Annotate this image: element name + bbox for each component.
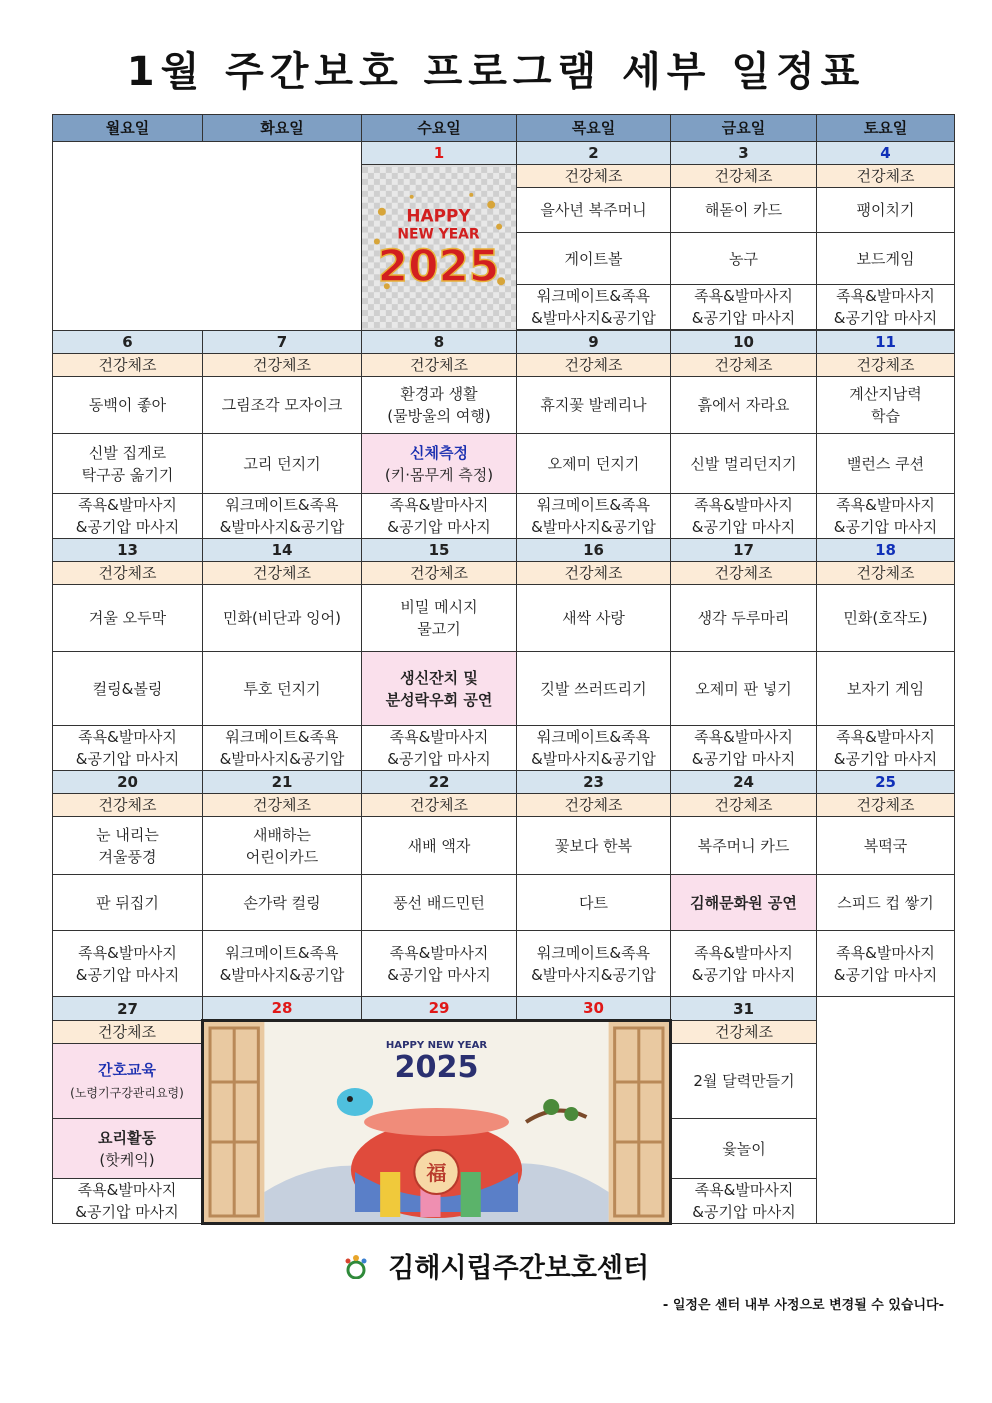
care-cell: 족욕&발마사지 &공기압 마사지 — [53, 1179, 203, 1224]
weekday-header-row — [53, 115, 955, 142]
care-cell: 워크메이트&족욕 &발마사지&공기압 — [517, 931, 671, 997]
program-cell: 오제미 던지기 — [517, 434, 671, 494]
program-cell: 생각 두루마리 — [671, 585, 817, 652]
schedule-notice: - 일정은 센터 내부 사정으로 변경될 수 있습니다- — [662, 1298, 944, 1313]
exercise-cell: 건강체조 — [53, 562, 203, 585]
exercise-cell: 건강체조 — [671, 1021, 817, 1044]
exercise-cell: 건강체조 — [517, 354, 671, 377]
exercise-cell: 건강체조 — [203, 562, 362, 585]
program-cell: 깃발 쓰러뜨리기 — [517, 652, 671, 726]
date-cell: 31 — [671, 997, 817, 1021]
exercise-cell: 건강체조 — [203, 354, 362, 377]
date-cell: 30 — [517, 997, 671, 1021]
program-cell: 윷놀이 — [671, 1119, 817, 1179]
program-cell: 투호 던지기 — [203, 652, 362, 726]
date-cell: 11 — [817, 331, 955, 354]
date-cell: 2 — [517, 142, 671, 165]
date-cell: 20 — [53, 771, 203, 794]
date-cell: 25 — [817, 771, 955, 794]
program-cell: 풍선 배드민턴 — [362, 875, 517, 931]
page-title: 1월 주간보호 프로그램 세부 일정표 — [126, 49, 866, 95]
date-cell: 28 — [203, 997, 362, 1021]
care-cell: 워크메이트&족욕 &발마사지&공기압 — [517, 285, 671, 330]
date-cell: 23 — [517, 771, 671, 794]
exercise-cell: 건강체조 — [671, 562, 817, 585]
program-cell: 민화(호작도) — [817, 585, 955, 652]
program-cell: 계산지남력 학습 — [817, 377, 955, 434]
program-cell: 게이트볼 — [517, 233, 671, 285]
exercise-cell: 건강체조 — [53, 794, 203, 817]
program-cell: 신발 멀리던지기 — [671, 434, 817, 494]
happy-new-year-image — [362, 165, 517, 331]
date-cell: 7 — [203, 331, 362, 354]
empty-cell — [53, 142, 362, 331]
date-cell: 8 — [362, 331, 517, 354]
organization-logo-icon — [343, 1253, 369, 1279]
program-cell: 꽃보다 한복 — [517, 817, 671, 875]
image-text-year: 2025 — [377, 240, 500, 292]
program-cell: 새배하는 어린이카드 — [203, 817, 362, 875]
care-cell: 족욕&발마사지 &공기압 마사지 — [671, 726, 817, 771]
program-cell: 밸런스 쿠션 — [817, 434, 955, 494]
image-text-new-year: NEW YEAR — [397, 226, 480, 243]
program-cell: 고리 던지기 — [203, 434, 362, 494]
program-cell: 오제미 판 넣기 — [671, 652, 817, 726]
care-cell: 족욕&발마사지 &공기압 마사지 — [362, 726, 517, 771]
program-cell: 스피드 컵 쌓기 — [817, 875, 955, 931]
date-cell: 16 — [517, 539, 671, 562]
program-cell-highlight: 생신잔치 및 분성락우회 공연 — [362, 652, 517, 726]
program-cell: 손가락 컬링 — [203, 875, 362, 931]
program-cell: 겨울 오두막 — [53, 585, 203, 652]
program-cell: 눈 내리는 겨울풍경 — [53, 817, 203, 875]
weekday-tue: 화요일 — [203, 115, 362, 142]
date-cell: 29 — [362, 997, 517, 1021]
care-cell: 족욕&발마사지 &공기압 마사지 — [362, 931, 517, 997]
exercise-cell: 건강체조 — [203, 794, 362, 817]
exercise-cell: 건강체조 — [671, 165, 817, 188]
program-cell: 민화(비단과 잉어) — [203, 585, 362, 652]
care-cell: 족욕&발마사지 &공기압 마사지 — [817, 726, 955, 771]
banner-text-greeting: HAPPY NEW YEAR — [385, 1040, 488, 1051]
care-cell: 족욕&발마사지 &공기압 마사지 — [53, 931, 203, 997]
program-cell: 그림조각 모자이크 — [203, 377, 362, 434]
exercise-cell: 건강체조 — [53, 1021, 203, 1044]
date-cell: 13 — [53, 539, 203, 562]
date-cell: 14 — [203, 539, 362, 562]
program-cell: 비밀 메시지 물고기 — [362, 585, 517, 652]
weekday-sat: 토요일 — [817, 115, 955, 142]
program-cell: 을사년 복주머니 — [517, 188, 671, 233]
date-cell: 10 — [671, 331, 817, 354]
empty-cell — [817, 997, 955, 1224]
care-cell: 족욕&발마사지 &공기압 마사지 — [817, 931, 955, 997]
program-cell: 해돋이 카드 — [671, 188, 817, 233]
banner-fortune-character: 福 — [426, 1161, 447, 1185]
schedule-table — [52, 114, 955, 1225]
program-cell: 동백이 좋아 — [53, 377, 203, 434]
weekday-thu: 목요일 — [517, 115, 671, 142]
exercise-cell: 건강체조 — [517, 794, 671, 817]
date-cell: 21 — [203, 771, 362, 794]
program-cell: 새배 액자 — [362, 817, 517, 875]
date-cell: 4 — [817, 142, 955, 165]
exercise-cell: 건강체조 — [517, 562, 671, 585]
program-cell: 컬링&볼링 — [53, 652, 203, 726]
program-cell: 신발 집게로 탁구공 옮기기 — [53, 434, 203, 494]
exercise-cell: 건강체조 — [362, 794, 517, 817]
program-cell-highlight: 신체측정 (키·몸무게 측정) — [362, 434, 517, 494]
image-text-happy: HAPPY — [406, 205, 471, 226]
care-cell: 족욕&발마사지 &공기압 마사지 — [671, 931, 817, 997]
exercise-cell: 건강체조 — [817, 562, 955, 585]
date-cell: 27 — [53, 997, 203, 1021]
care-cell: 족욕&발마사지 &공기압 마사지 — [671, 494, 817, 539]
program-cell: 팽이치기 — [817, 188, 955, 233]
care-cell: 족욕&발마사지 &공기압 마사지 — [817, 285, 955, 330]
exercise-cell: 건강체조 — [53, 354, 203, 377]
care-cell: 족욕&발마사지 &공기압 마사지 — [671, 1179, 817, 1224]
care-cell: 족욕&발마사지 &공기압 마사지 — [671, 285, 817, 330]
date-cell: 22 — [362, 771, 517, 794]
care-cell: 워크메이트&족욕 &발마사지&공기압 — [203, 726, 362, 771]
date-cell: 17 — [671, 539, 817, 562]
program-cell: 새싹 사랑 — [517, 585, 671, 652]
new-year-banner — [203, 1021, 671, 1224]
date-cell: 6 — [53, 331, 203, 354]
organization-footer — [0, 1246, 992, 1285]
exercise-cell: 건강체조 — [362, 354, 517, 377]
exercise-cell: 건강체조 — [817, 354, 955, 377]
banner-text-year: 2025 — [394, 1050, 479, 1085]
care-cell: 족욕&발마사지 &공기압 마사지 — [53, 726, 203, 771]
care-cell: 워크메이트&족욕 &발마사지&공기압 — [203, 931, 362, 997]
program-cell-highlight: 요리활동 (핫케익) — [53, 1119, 203, 1179]
program-cell: 다트 — [517, 875, 671, 931]
date-cell: 1 — [362, 142, 517, 165]
program-cell: 2월 달력만들기 — [671, 1044, 817, 1119]
weekday-wed: 수요일 — [362, 115, 517, 142]
new-year-image — [362, 167, 516, 329]
care-cell: 족욕&발마사지 &공기압 마사지 — [53, 494, 203, 539]
program-cell: 판 뒤집기 — [53, 875, 203, 931]
care-cell: 워크메이트&족욕 &발마사지&공기압 — [517, 726, 671, 771]
care-cell: 족욕&발마사지 &공기압 마사지 — [817, 494, 955, 539]
weekday-mon: 월요일 — [53, 115, 203, 142]
program-cell-highlight: 간호교육 (노령기구강관리요령) — [53, 1044, 203, 1119]
exercise-cell: 건강체조 — [517, 165, 671, 188]
program-cell: 보자기 게임 — [817, 652, 955, 726]
program-cell: 보드게임 — [817, 233, 955, 285]
program-cell: 농구 — [671, 233, 817, 285]
program-cell: 흙에서 자라요 — [671, 377, 817, 434]
date-cell: 9 — [517, 331, 671, 354]
date-cell: 3 — [671, 142, 817, 165]
exercise-cell: 건강체조 — [817, 794, 955, 817]
date-cell: 24 — [671, 771, 817, 794]
care-cell: 워크메이트&족욕 &발마사지&공기압 — [203, 494, 362, 539]
care-cell: 워크메이트&족욕 &발마사지&공기압 — [517, 494, 671, 539]
program-cell: 복주머니 카드 — [671, 817, 817, 875]
program-cell: 환경과 생활 (물방울의 여행) — [362, 377, 517, 434]
exercise-cell: 건강체조 — [362, 562, 517, 585]
weekday-fri: 금요일 — [671, 115, 817, 142]
program-cell-highlight: 김해문화원 공연 — [671, 875, 817, 931]
date-cell: 15 — [362, 539, 517, 562]
exercise-cell: 건강체조 — [671, 354, 817, 377]
program-cell: 휴지꽃 발레리나 — [517, 377, 671, 434]
new-year-banner-image — [204, 1022, 669, 1222]
exercise-cell: 건강체조 — [671, 794, 817, 817]
care-cell: 족욕&발마사지 &공기압 마사지 — [362, 494, 517, 539]
program-cell: 복떡국 — [817, 817, 955, 875]
date-cell: 18 — [817, 539, 955, 562]
exercise-cell: 건강체조 — [817, 165, 955, 188]
organization-name: 김해시립주간보호센터 — [388, 1253, 650, 1284]
